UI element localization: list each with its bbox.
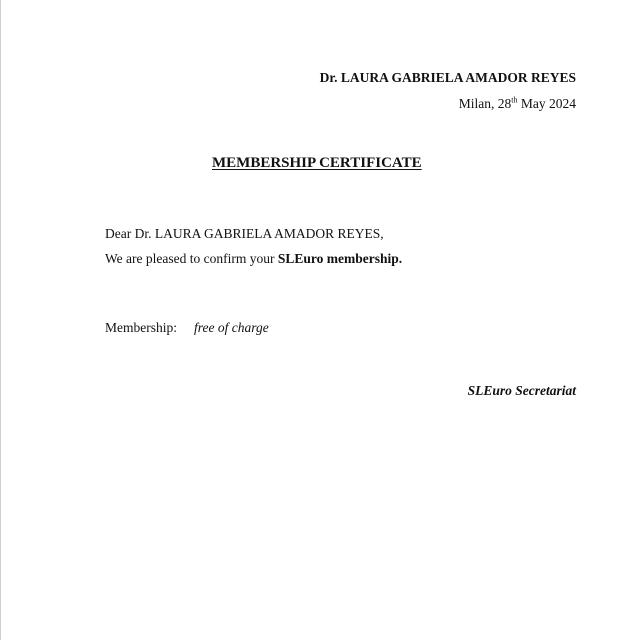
page-edge-divider xyxy=(0,0,1,640)
membership-value: free of charge xyxy=(194,320,269,335)
dateline xyxy=(459,96,576,112)
certificate-title: MEMBERSHIP CERTIFICATE xyxy=(212,155,422,171)
confirmation-emphasis: SLEuro membership. xyxy=(277,251,403,266)
confirmation-line xyxy=(105,251,402,267)
signature: SLEuro Secretariat xyxy=(467,383,576,398)
salutation: Dear Dr. LAURA GABRIELA AMADOR REYES, xyxy=(105,226,384,241)
dateline-ordinal-suffix: th xyxy=(511,95,518,105)
dateline-suffix: May 2024 xyxy=(517,96,576,111)
confirmation-intro: We are pleased to confirm your xyxy=(105,251,278,266)
dateline-prefix: Milan, 28 xyxy=(458,96,512,111)
membership-label: Membership: xyxy=(105,320,177,335)
recipient-header: Dr. LAURA GABRIELA AMADOR REYES xyxy=(319,70,576,85)
